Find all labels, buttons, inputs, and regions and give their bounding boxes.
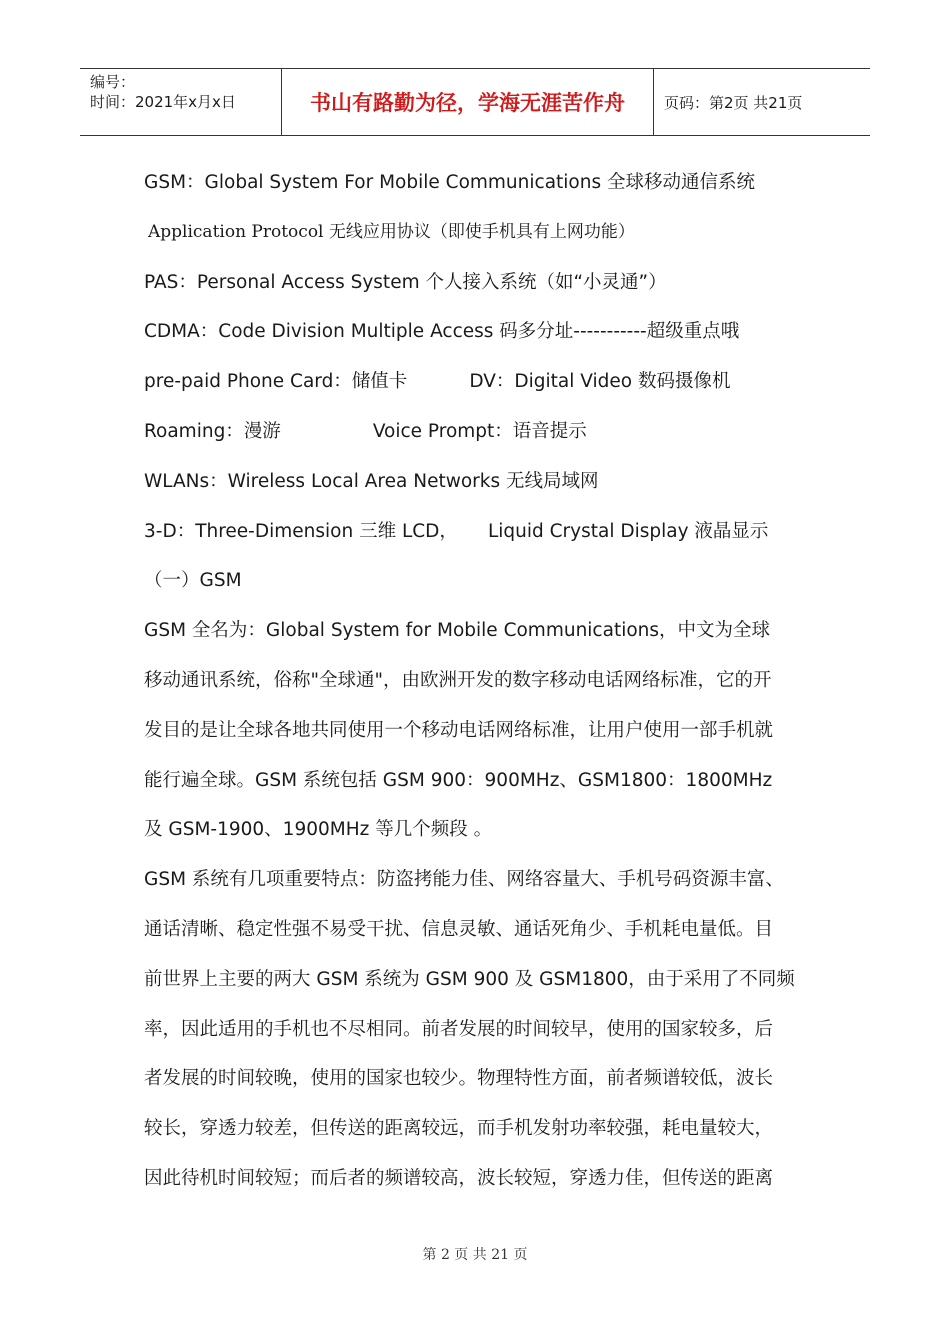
document-number-label: 编号：	[90, 73, 136, 91]
text-line: 发目的是让全球各地共同使用一个移动电话网络标准，让用户使用一部手机就	[144, 719, 774, 741]
text-line: 及 GSM-1900、1900MHz 等几个频段 。	[144, 819, 493, 841]
header-left-cell	[80, 69, 282, 135]
term-digital-video: DV：Digital Video 数码摄像机	[469, 371, 731, 393]
text-line	[144, 507, 814, 557]
term-lcd: Liquid Crystal Display 液晶显示	[487, 520, 769, 542]
header-page-info: 页码：第2页 共21页	[664, 93, 803, 112]
text-line: WLANs：Wireless Local Area Networks 无线局域网	[144, 470, 599, 492]
text-line: 率，因此适用的手机也不尽相同。前者发展的时间较早，使用的国家较多，后	[144, 1018, 774, 1040]
term-three-dimension: 3-D：Three-Dimension 三维 LCD，	[144, 520, 458, 542]
document-body	[144, 158, 814, 1204]
text-line: Application Protocol 无线应用协议（即使手机具有上网功能）	[148, 221, 635, 242]
term-voice-prompt: Voice Prompt：语音提示	[372, 420, 587, 442]
text-line	[144, 407, 814, 457]
text-line: GSM：Global System For Mobile Communications 全球移动通信系统	[144, 172, 755, 193]
text-line: 移动通讯系统，俗称"全球通"，由欧洲开发的数字移动电话网络标准，它的开	[144, 669, 772, 691]
text-line: 者发展的时间较晚，使用的国家也较少。物理特性方面，前者频谱较低，波长	[144, 1068, 774, 1090]
text-line: 能行遍全球。GSM 系统包括 GSM 900：900MHz、GSM1800：1800MHz	[144, 769, 773, 791]
text-line: 通话清晰、稳定性强不易受干扰、信息灵敏、通话死角少、手机耗电量低。目	[144, 918, 774, 940]
section-heading: （一）GSM	[144, 570, 242, 592]
term-prepaid-card: pre-paid Phone Card：储值卡	[144, 371, 408, 393]
header-motto: 书山有路勤为径，学海无涯苦作舟	[282, 69, 654, 135]
text-line: PAS：Personal Access System 个人接入系统（如“小灵通”）	[144, 271, 667, 293]
text-line: GSM 系统有几项重要特点：防盗拷能力佳、网络容量大、手机号码资源丰富、	[144, 869, 784, 891]
document-date: 时间：2021年x月x日	[90, 93, 236, 111]
text-line: CDMA：Code Division Multiple Access 码多分址-----------超级重点哦	[144, 321, 740, 343]
page-header	[80, 68, 870, 136]
text-line	[144, 357, 814, 407]
page-footer: 第 2 页 共 21 页	[422, 1247, 528, 1263]
text-line: 前世界上主要的两大 GSM 系统为 GSM 900 及 GSM1800，由于采用了不同频	[144, 968, 795, 990]
text-line: 较长，穿透力较差，但传送的距离较远，而手机发射功率较强，耗电量较大，	[144, 1118, 774, 1140]
text-line: GSM 全名为：Global System for Mobile Communications，中文为全球	[144, 620, 771, 642]
term-roaming: Roaming：漫游	[144, 420, 281, 442]
text-line: 因此待机时间较短；而后者的频谱较高，波长较短，穿透力佳，但传送的距离	[144, 1167, 774, 1189]
